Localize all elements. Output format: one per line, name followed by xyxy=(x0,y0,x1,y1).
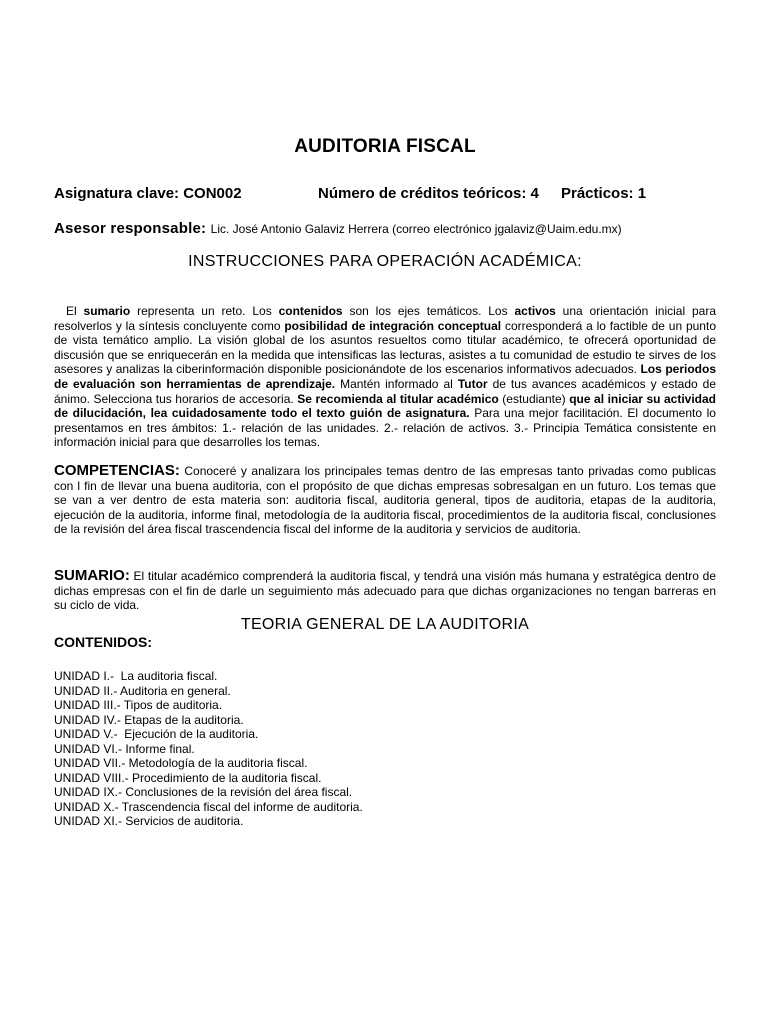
list-item: UNIDAD III.- Tipos de auditoria. xyxy=(54,698,223,712)
teoria-heading: TEORIA GENERAL DE LA AUDITORIA xyxy=(240,616,530,633)
list-item: UNIDAD I.- La auditoria fiscal. xyxy=(54,669,218,683)
list-item: UNIDAD V.- Ejecución de la auditoria. xyxy=(54,727,259,741)
list-item: UNIDAD VI.- Informe final. xyxy=(54,741,195,756)
sumario-paragraph: SUMARIO: El titular académico comprenderá la auditoria fiscal, y tendrá una visión más humana y estratégica dentro de dichas empresas con el fin de darle un seguimiento más adecuado para que dichas organizaciones no tengan barreras en su ciclo de vida. xyxy=(54,567,716,613)
list-item: UNIDAD X.- Trascendencia fiscal del informe de auditoria. xyxy=(54,799,363,814)
list-item: UNIDAD XI.- Servicios de auditoria. xyxy=(54,814,244,828)
activos-term: activos xyxy=(514,304,556,318)
practical-credits: Prácticos: 1 xyxy=(561,185,647,202)
integration-term: posibilidad de integración conceptual xyxy=(284,318,502,333)
list-item: UNIDAD VIII.- Procedimiento de la auditoria fiscal. xyxy=(54,770,322,785)
competencias-label: COMPETENCIAS: xyxy=(54,462,180,479)
recommendation-term: Se recomienda al titular académico xyxy=(297,391,499,406)
list-item: UNIDAD IX.- Conclusiones de la revisión del área fiscal. xyxy=(54,785,353,799)
list-item: UNIDAD VII.- Metodología de la auditoria fiscal. xyxy=(54,756,308,770)
competencias-paragraph: COMPETENCIAS: Conoceré y analizara los principales temas dentro de las empresas tanto privadas como publicas con l fin de llevar una buena auditoria, con el propósito de que dichas empresas sobresalgan en un futuro. Los temas que se van a ver dentro de esta materia son: auditoria fiscal, auditoria general, tipos de auditoria, etapas de la auditoria, ejecución de la auditoria, informe final, metodología de la auditoria fiscal, procedimientos de la auditoria fiscal, conclusiones de la revisión del área fiscal trascendencia fiscal del informe de la auditoria y servicios de auditoria. xyxy=(54,462,716,537)
instructions-heading: INSTRUCCIONES PARA OPERACIÓN ACADÉMICA: xyxy=(188,253,582,270)
sumario-term: sumario xyxy=(83,304,131,318)
reading-instruction: que al iniciar su actividad de dilucidación, lea cuidadosamente todo el texto guión de asignatura. xyxy=(54,391,716,421)
contenidos-heading: CONTENIDOS: xyxy=(54,634,152,650)
list-item: UNIDAD IV.- Etapas de la auditoria. xyxy=(54,712,244,727)
tutor-term: Tutor xyxy=(457,376,488,391)
sumario-label: SUMARIO: xyxy=(54,567,130,584)
theory-credits: Número de créditos teóricos: 4 xyxy=(318,185,539,202)
advisor-label: Asesor responsable: xyxy=(54,220,207,237)
subject-code: Asignatura clave: CON002 xyxy=(54,185,242,202)
intro-paragraph: El sumario representa un reto. Los contenidos son los ejes temáticos. Los activos una orientación inicial para resolverlos y la síntesis concluyente como posibilidad de integración conceptual corresponderá a lo factible de un punto de vista temático amplio. La visión global de los asuntos resueltos como titular académico, te ofrecerá oportunidad de discusión que se enriquecerán en la medida que intensificas las lecturas, asistes a tu comunidad de estudio te sirves de los asesores y analizas la ciberinformación disponible posicionándote de los escenarios informativos adecuados. Los periodos de evaluación son herramientas de aprendizaje. Mantén informado al Tutor de tus avances académicos y estado de ánimo. Selecciona tus horarios de accesoria. Se recomienda al titular académico (estudiante) que al iniciar su actividad de dilucidación, lea cuidadosamente todo el texto guión de asignatura. Para una mejor facilitación. El documento lo presentamos en tres ámbitos: 1.- relación de las unidades. 2.- relación de activos. 3.- Principia Temática consistente en información inicial para que desarrolles los temas. xyxy=(54,304,717,450)
list-item: UNIDAD II.- Auditoria en general. xyxy=(54,683,231,698)
document-title: AUDITORIA FISCAL xyxy=(294,136,476,157)
contenidos-term: contenidos xyxy=(278,304,343,318)
advisor-value: Lic. José Antonio Galaviz Herrera (correo electrónico jgalaviz@Uaim.edu.mx) xyxy=(210,222,622,236)
advisor-line xyxy=(54,220,716,238)
units-list xyxy=(54,669,363,829)
evaluation-sentence: Los periodos de evaluación son herramientas de aprendizaje. xyxy=(54,362,716,391)
